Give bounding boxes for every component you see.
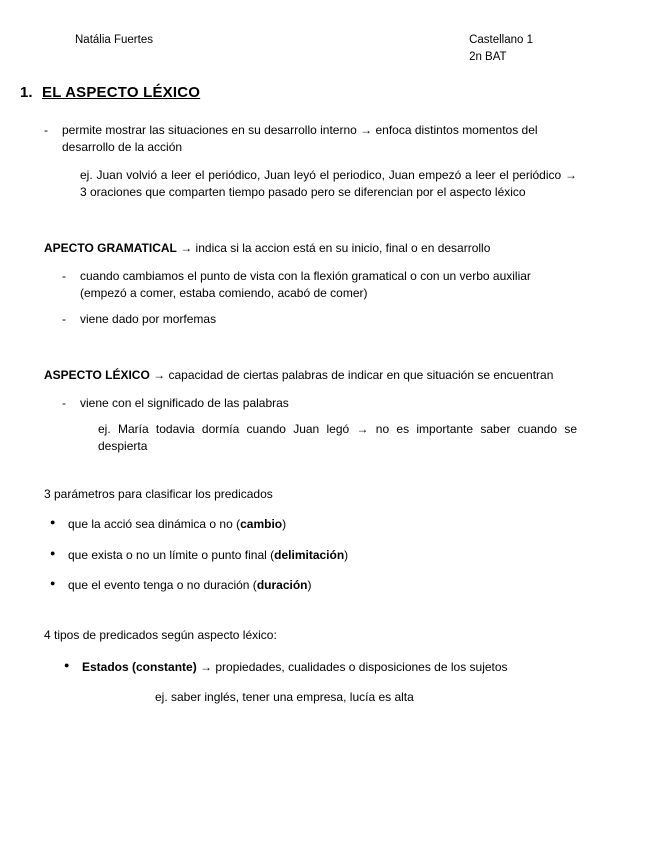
list-item-text: viene dado por morfemas <box>80 311 217 326</box>
page-title <box>20 82 577 104</box>
parametro-keyword: duración <box>256 577 308 592</box>
tipo-text-rest: → propiedades, cualidades o disposiciones de los sujetos <box>196 659 508 674</box>
hyphen-marker: - <box>62 395 66 410</box>
parametro-item-delimitacion <box>50 547 577 564</box>
student-name: Natália Fuertes <box>75 34 153 46</box>
parametro-text-pre: que exista o no un límite o punto final ( <box>68 547 275 562</box>
parametro-keyword: delimitación <box>274 547 345 562</box>
tipo-item-estados <box>64 659 577 676</box>
example-paragraph-lexico: ej. María todavia dormía cuando Juan legó → no es importante saber cuando se despierta <box>98 422 577 454</box>
course-name: Castellano 1 <box>469 34 533 46</box>
section-heading-lexico <box>44 367 577 384</box>
list-item-gramatical-1 <box>62 268 577 303</box>
parametro-item-duracion <box>50 577 577 594</box>
example-paragraph-tipos: ej. saber inglés, tener una empresa, lucía es alta <box>155 690 414 705</box>
tipo-text <box>82 659 508 676</box>
parametro-text-pre: que la acció sea dinámica o no ( <box>68 517 241 532</box>
parametros-intro: 3 parámetros para clasificar los predicados <box>44 486 273 501</box>
parametro-item-cambio <box>50 516 577 533</box>
section-heading-gramatical <box>44 240 577 257</box>
list-item-lexico <box>62 395 577 412</box>
term-gramatical: APECTO GRAMATICAL <box>44 240 177 255</box>
header-course-block <box>469 32 533 65</box>
parametro-text-pre: que el evento tenga o no duración ( <box>68 577 257 592</box>
title-text: EL ASPECTO LÉXICO <box>42 84 201 102</box>
course-group: 2n BAT <box>469 50 507 63</box>
term-gramatical-definition: → indica si la accion está en su inicio, final o en desarrollo <box>176 240 491 255</box>
parametro-text-post: ) <box>282 517 287 532</box>
title-number: 1. <box>20 84 33 102</box>
example-paragraph-intro: ej. Juan volvió a leer el periódico, Juan leyó el periodico, Juan empezó a leer el periódico → 3 oraciones que comparten tiempo pasado pero se diferencian por el aspecto léxico <box>80 167 577 200</box>
bullet-dot-marker: ● <box>50 577 56 588</box>
list-item-text: cuando cambiamos el punto de vista con la flexión gramatical o con un verbo auxiliar (empezó a comer, estaba comiendo, acabó de comer) <box>80 269 531 301</box>
parametro-text-post: ) <box>307 577 312 592</box>
list-item-gramatical-2 <box>62 311 577 328</box>
parametro-text <box>68 516 286 533</box>
bullet-dot-marker: ● <box>64 659 70 670</box>
list-item-intro <box>44 122 577 157</box>
bullet-dot-marker: ● <box>50 547 56 558</box>
list-item-text: viene con el significado de las palabras <box>80 395 289 410</box>
term-lexico-definition: → capacidad de ciertas palabras de indicar en que situación se encuentran <box>149 368 554 383</box>
hyphen-marker: - <box>44 123 48 138</box>
parametro-text-post: ) <box>344 547 349 562</box>
hyphen-marker: - <box>62 311 66 326</box>
list-item-text: permite mostrar las situaciones en su desarrollo interno → enfoca distintos momentos del desarrollo de la acción <box>62 123 538 155</box>
document-header <box>0 32 655 65</box>
tipo-keyword: Estados (constante) <box>82 659 197 674</box>
parametro-text <box>68 547 348 564</box>
hyphen-marker: - <box>62 269 66 284</box>
bullet-dot-marker: ● <box>50 517 56 528</box>
parametro-keyword: cambio <box>240 517 283 532</box>
parametro-text <box>68 577 311 594</box>
tipos-intro: 4 tipos de predicados según aspecto léxico: <box>44 628 277 643</box>
term-lexico: ASPECTO LÉXICO <box>44 368 150 383</box>
